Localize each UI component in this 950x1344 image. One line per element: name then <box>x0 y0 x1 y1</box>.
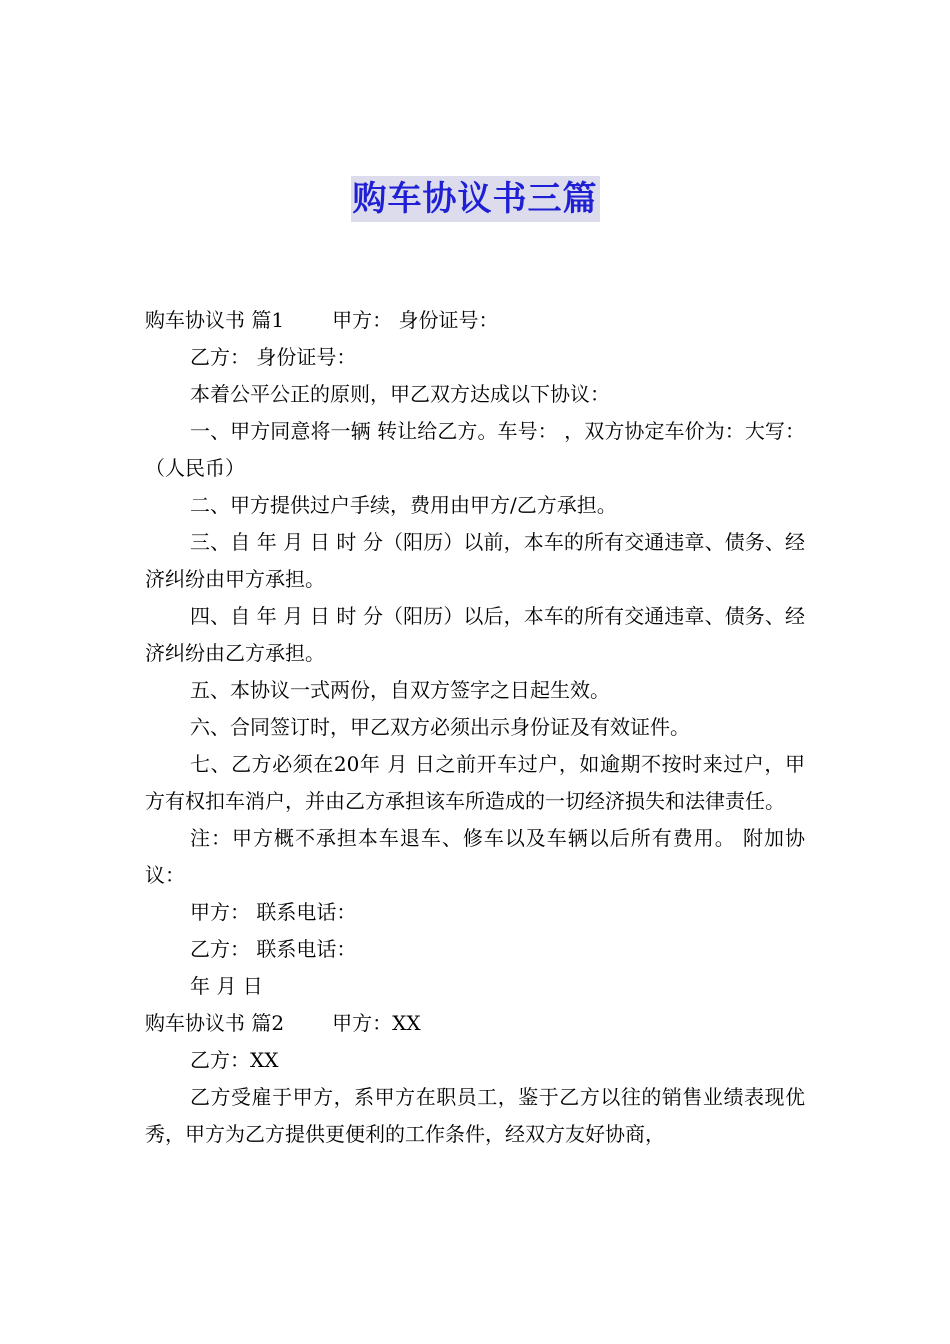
paragraph: 七、乙方必须在20年 月 日之前开车过户，如逾期不按时来过户，甲方有权扣车消户，并由乙方承担该车所造成的一切经济损失和法律责任。 <box>145 752 805 813</box>
section2-heading-line <box>145 1005 805 1042</box>
document-body <box>145 302 805 1153</box>
title-container <box>0 176 950 222</box>
paragraph: 六、合同签订时，甲乙双方必须出示身份证及有效证件。 <box>190 715 690 739</box>
paragraph: 四、自 年 月 日 时 分（阳历）以后，本车的所有交通违章、债务、经济纠纷由乙方承担。 <box>145 604 805 665</box>
section1-heading: 购车协议书 篇1 <box>145 308 285 332</box>
document-title: 购车协议书三篇 <box>351 176 600 222</box>
section2-heading: 购车协议书 篇2 <box>145 1011 285 1035</box>
paragraph: 注：甲方概不承担本车退车、修车以及车辆以后所有费用。 附加协议： <box>145 826 805 887</box>
paragraph: 年 月 日 <box>190 974 263 998</box>
paragraph: 本着公平公正的原则，甲乙双方达成以下协议： <box>190 382 610 406</box>
paragraph: 一、甲方同意将一辆 转让给乙方。车号： ，双方协定车价为：大写： （人民币） <box>145 419 805 480</box>
paragraph: 乙方受雇于甲方，系甲方在职员工，鉴于乙方以往的销售业绩表现优秀，甲方为乙方提供更便利的工作条件，经双方友好协商， <box>145 1085 805 1146</box>
section2-party-a: 甲方：XX <box>332 1011 421 1035</box>
section1-party-a: 甲方： 身份证号： <box>332 308 499 332</box>
paragraph: 乙方：XX <box>190 1048 279 1072</box>
paragraph: 乙方： 身份证号： <box>190 345 357 369</box>
paragraph: 乙方： 联系电话： <box>190 937 357 961</box>
section1-heading-line <box>145 302 805 339</box>
paragraph: 甲方： 联系电话： <box>190 900 357 924</box>
paragraph: 二、甲方提供过户手续，费用由甲方/乙方承担。 <box>190 493 617 517</box>
paragraph: 三、自 年 月 日 时 分（阳历）以前，本车的所有交通违章、债务、经济纠纷由甲方承担。 <box>145 530 805 591</box>
paragraph: 五、本协议一式两份，自双方签字之日起生效。 <box>190 678 610 702</box>
